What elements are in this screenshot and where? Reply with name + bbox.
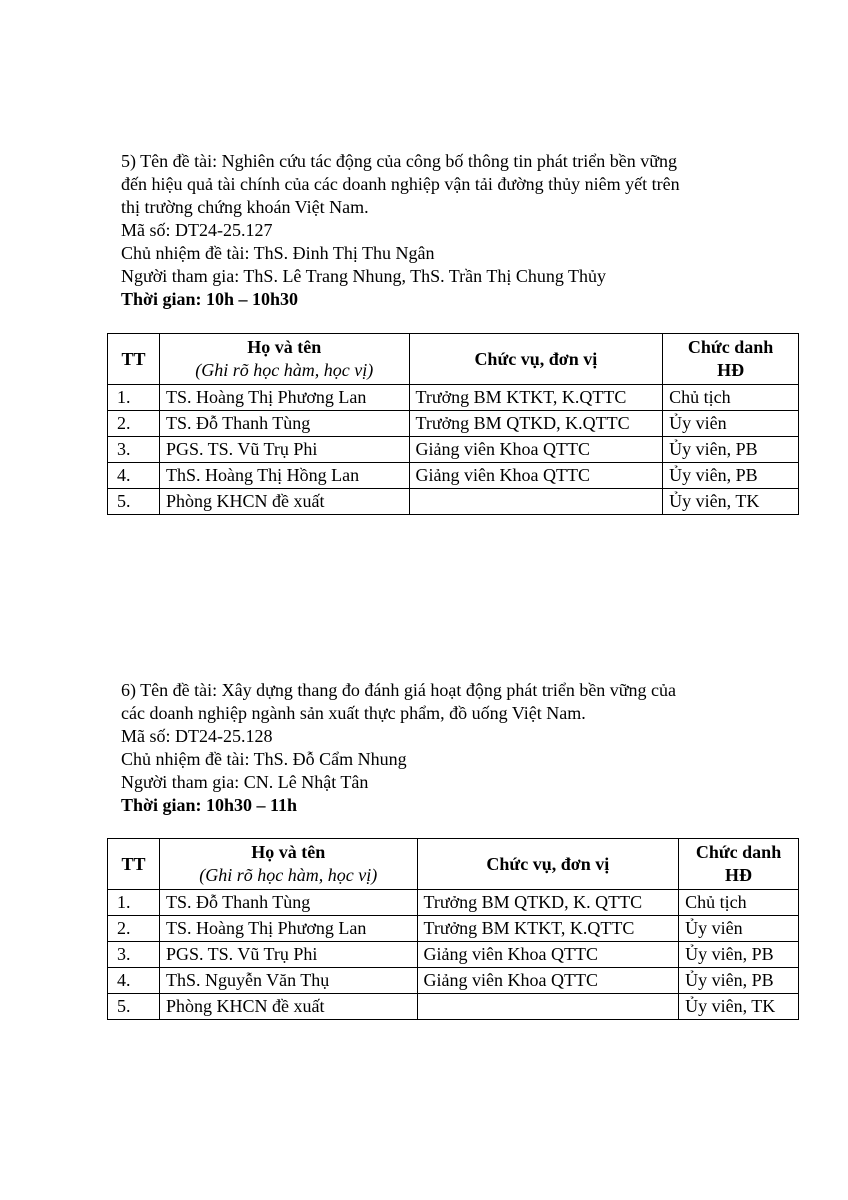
row-position: Trưởng BM QTKD, K.QTTC	[409, 411, 663, 437]
header-role-line-2: HĐ	[725, 865, 753, 885]
header-tt: TT	[108, 839, 160, 890]
row-role: Ủy viên, PB	[679, 968, 799, 994]
row-role: Chủ tịch	[663, 385, 799, 411]
header-name	[159, 839, 417, 890]
row-tt: 3.	[108, 437, 160, 463]
header-name-label: Họ và tên	[247, 337, 322, 357]
row-position: Trưởng BM KTKT, K.QTTC	[409, 385, 663, 411]
row-name: Phòng KHCN đề xuất	[159, 994, 417, 1020]
row-tt: 2.	[108, 916, 160, 942]
table-row	[108, 942, 799, 968]
topic-5-time: Thời gian: 10h – 10h30	[121, 289, 299, 309]
row-role: Ủy viên, TK	[663, 489, 799, 515]
row-name: ThS. Hoàng Thị Hồng Lan	[159, 463, 409, 489]
table-row	[108, 385, 799, 411]
header-name	[159, 334, 409, 385]
header-position: Chức vụ, đơn vị	[409, 334, 663, 385]
row-position: Trưởng BM QTKD, K. QTTC	[417, 890, 679, 916]
row-name: PGS. TS. Vũ Trụ Phi	[159, 437, 409, 463]
row-role: Ủy viên, PB	[663, 437, 799, 463]
row-role: Ủy viên, TK	[679, 994, 799, 1020]
topic-6-title-line-2: các doanh nghiệp ngành sản xuất thực phẩm, đồ uống Việt Nam.	[121, 703, 586, 723]
topic-6-code: Mã số: DT24-25.128	[121, 726, 273, 746]
council-table-5	[107, 333, 799, 515]
header-role	[663, 334, 799, 385]
row-role: Ủy viên, PB	[679, 942, 799, 968]
topic-5-participants: Người tham gia: ThS. Lê Trang Nhung, ThS. Trần Thị Chung Thủy	[121, 266, 606, 286]
header-role-line-1: Chức danh	[695, 842, 782, 862]
table-header-row	[108, 334, 799, 385]
topic-5-title-line-2: đến hiệu quả tài chính của các doanh nghiệp vận tải đường thủy niêm yết trên	[121, 174, 680, 194]
header-role-line-2: HĐ	[717, 360, 745, 380]
table-row	[108, 489, 799, 515]
topic-6-title-line-1: 6) Tên đề tài: Xây dựng thang đo đánh giá hoạt động phát triển bền vững của	[121, 680, 677, 700]
topic-5-title-line-1: 5) Tên đề tài: Nghiên cứu tác động của công bố thông tin phát triển bền vững	[121, 151, 678, 171]
row-tt: 1.	[108, 385, 160, 411]
row-tt: 4.	[108, 463, 160, 489]
topic-5-lead: Chủ nhiệm đề tài: ThS. Đinh Thị Thu Ngân	[121, 243, 435, 263]
topic-6-info	[121, 679, 676, 817]
table-row	[108, 411, 799, 437]
topic-6-lead: Chủ nhiệm đề tài: ThS. Đỗ Cẩm Nhung	[121, 749, 407, 769]
row-role: Ủy viên	[679, 916, 799, 942]
topic-5-info	[121, 150, 680, 311]
table-row	[108, 916, 799, 942]
table-row	[108, 994, 799, 1020]
row-name: PGS. TS. Vũ Trụ Phi	[159, 942, 417, 968]
row-role: Ủy viên, PB	[663, 463, 799, 489]
table-header-row	[108, 839, 799, 890]
row-position: Giảng viên Khoa QTTC	[417, 942, 679, 968]
row-position: Giảng viên Khoa QTTC	[409, 437, 663, 463]
table-row	[108, 437, 799, 463]
header-role-line-1: Chức danh	[687, 337, 774, 357]
row-tt: 5.	[108, 489, 160, 515]
table-row	[108, 890, 799, 916]
row-name: TS. Đỗ Thanh Tùng	[159, 411, 409, 437]
row-tt: 2.	[108, 411, 160, 437]
row-name: TS. Hoàng Thị Phương Lan	[159, 385, 409, 411]
row-name: TS. Đỗ Thanh Tùng	[159, 890, 417, 916]
header-name-label: Họ và tên	[251, 842, 326, 862]
row-role: Chủ tịch	[679, 890, 799, 916]
topic-6-participants: Người tham gia: CN. Lê Nhật Tân	[121, 772, 369, 792]
topic-6-time: Thời gian: 10h30 – 11h	[121, 795, 298, 815]
header-role	[679, 839, 799, 890]
row-name: TS. Hoàng Thị Phương Lan	[159, 916, 417, 942]
topic-5-code: Mã số: DT24-25.127	[121, 220, 273, 240]
row-position: Giảng viên Khoa QTTC	[409, 463, 663, 489]
row-tt: 1.	[108, 890, 160, 916]
table-row	[108, 968, 799, 994]
council-table-6	[107, 838, 799, 1020]
header-name-note: (Ghi rõ học hàm, học vị)	[195, 360, 374, 380]
row-tt: 3.	[108, 942, 160, 968]
row-tt: 5.	[108, 994, 160, 1020]
row-position	[417, 994, 679, 1020]
row-position: Trưởng BM KTKT, K.QTTC	[417, 916, 679, 942]
row-role: Ủy viên	[663, 411, 799, 437]
row-position: Giảng viên Khoa QTTC	[417, 968, 679, 994]
row-position	[409, 489, 663, 515]
row-name: ThS. Nguyễn Văn Thụ	[159, 968, 417, 994]
header-tt: TT	[108, 334, 160, 385]
header-name-note: (Ghi rõ học hàm, học vị)	[199, 865, 378, 885]
row-name: Phòng KHCN đề xuất	[159, 489, 409, 515]
table-row	[108, 463, 799, 489]
header-position: Chức vụ, đơn vị	[417, 839, 679, 890]
row-tt: 4.	[108, 968, 160, 994]
topic-5-title-line-3: thị trường chứng khoán Việt Nam.	[121, 197, 369, 217]
